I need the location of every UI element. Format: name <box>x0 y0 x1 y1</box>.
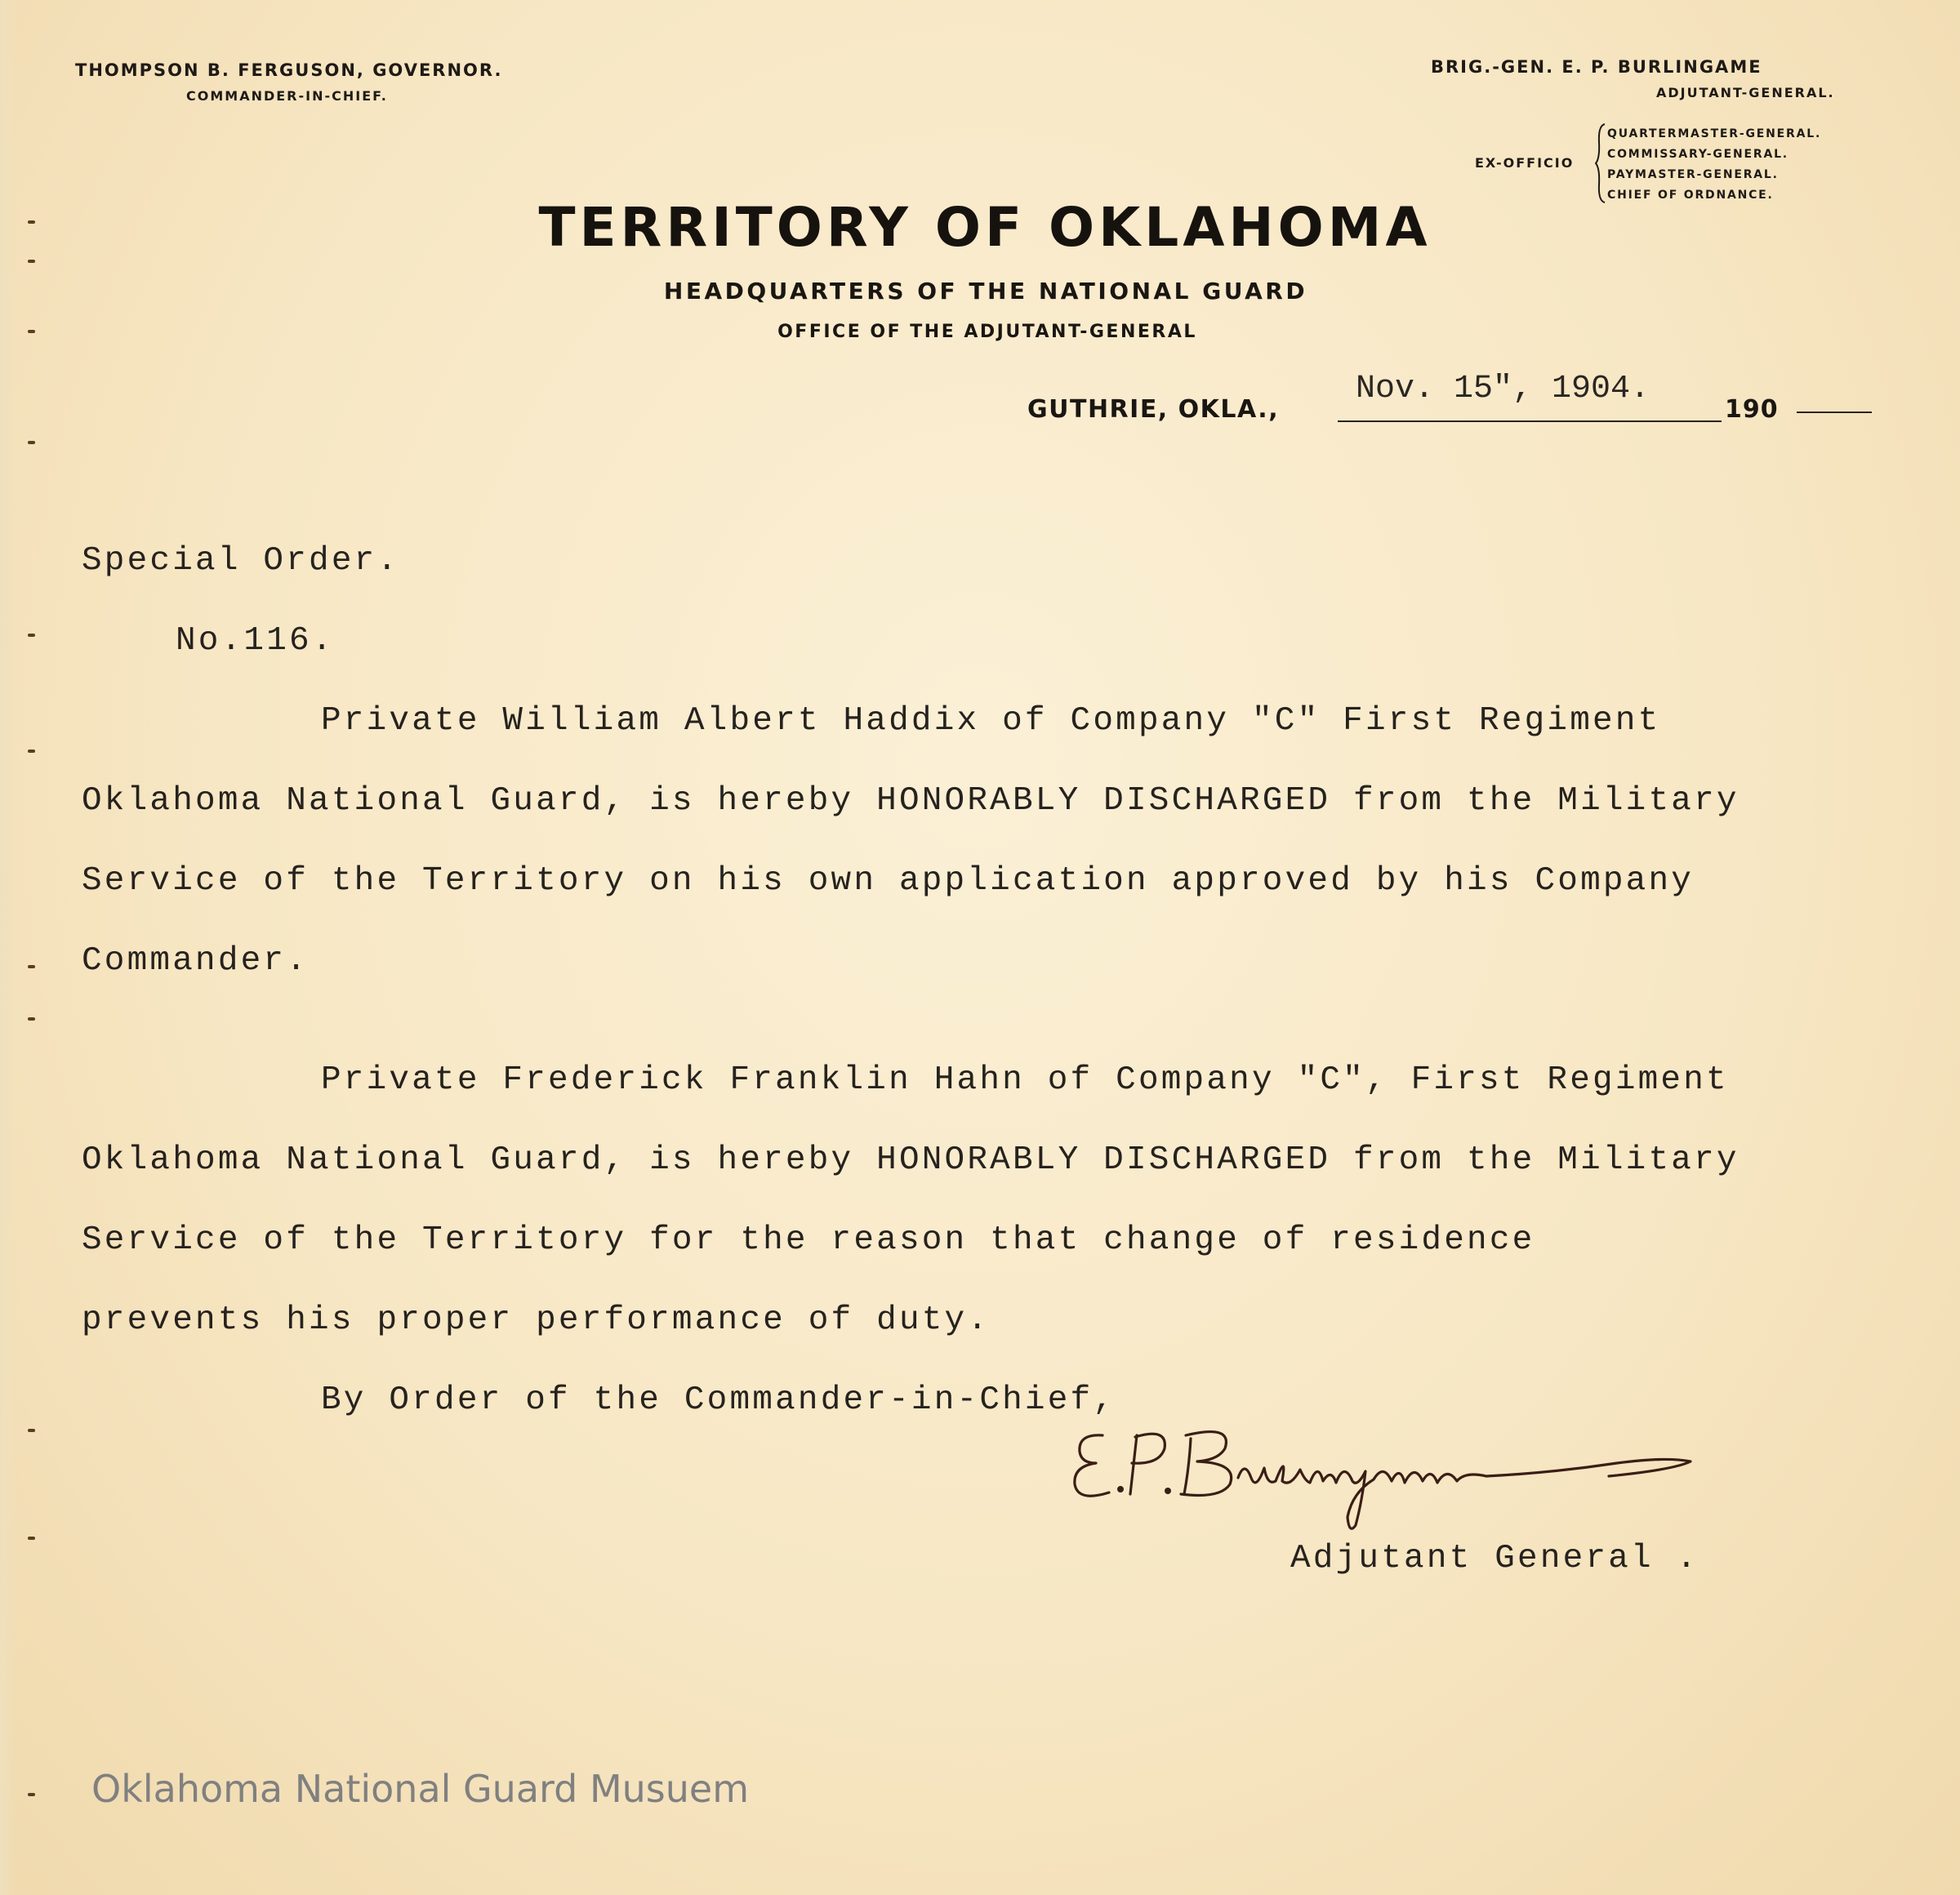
edge-mark <box>28 1017 35 1021</box>
paragraph1-line: Oklahoma National Guard, is hereby HONORABLY DISCHARGED from the Military <box>82 782 1740 820</box>
date-underline <box>1338 420 1722 422</box>
letterhead-office: OFFICE OF THE ADJUTANT-GENERAL <box>777 322 1197 342</box>
paragraph1-line: Private William Albert Haddix of Company "C" First Regiment <box>321 702 1661 740</box>
year-underline <box>1797 411 1872 413</box>
edge-mark <box>28 750 35 753</box>
edge-mark <box>28 634 35 637</box>
paragraph2-line: Private Frederick Franklin Hahn of Company "C", First Regiment <box>321 1061 1729 1099</box>
governor-name: THOMPSON B. FERGUSON, GOVERNOR. <box>75 60 503 80</box>
letterhead-subtitle: HEADQUARTERS OF THE NATIONAL GUARD <box>663 278 1308 305</box>
ex-officio-roles <box>1607 124 1821 206</box>
governor-title: COMMANDER-IN-CHIEF. <box>186 88 388 104</box>
signature-image <box>1045 1403 1731 1533</box>
edge-mark <box>28 441 35 444</box>
edge-mark <box>28 1537 35 1540</box>
paragraph2-line: Oklahoma National Guard, is hereby HONORABLY DISCHARGED from the Military <box>82 1141 1740 1179</box>
paragraph1-line: Commander. <box>82 942 310 980</box>
paragraph1-line: Service of the Territory on his own application approved by his Company <box>82 862 1695 900</box>
date: Nov. 15", 1904. <box>1356 371 1650 407</box>
order-number: No.116. <box>176 622 335 660</box>
brace-icon <box>1595 122 1606 204</box>
ex-officio-label: EX-OFFICIO <box>1475 155 1575 171</box>
order-heading: Special Order. <box>82 542 400 580</box>
year-prefix: 190 <box>1725 395 1779 424</box>
ex-officio-role: CHIEF OF ORDNANCE. <box>1607 189 1774 202</box>
signer-title: Adjutant General . <box>1290 1540 1699 1577</box>
ex-officio-role: PAYMASTER-GENERAL. <box>1607 168 1779 181</box>
museum-watermark: Oklahoma National Guard Musuem <box>91 1767 750 1811</box>
paragraph2-line: Service of the Territory for the reason that change of residence <box>82 1221 1535 1259</box>
paragraph2-line: prevents his proper performance of duty. <box>82 1301 991 1339</box>
edge-mark <box>28 260 35 263</box>
edge-mark <box>28 965 35 968</box>
ex-officio-role: COMMISSARY-GENERAL. <box>1607 148 1788 161</box>
city-label: GUTHRIE, OKLA., <box>1027 395 1280 424</box>
ex-officio-role: QUARTERMASTER-GENERAL. <box>1607 127 1822 140</box>
closing-line: By Order of the Commander-in-Chief, <box>321 1381 1116 1419</box>
adjutant-general-title: ADJUTANT-GENERAL. <box>1656 85 1835 100</box>
adjutant-general-name: BRIG.-GEN. E. P. BURLINGAME <box>1431 57 1762 77</box>
edge-mark <box>28 1793 35 1796</box>
letterhead-title: TERRITORY OF OKLAHOMA <box>538 196 1432 259</box>
edge-mark <box>28 1429 35 1432</box>
